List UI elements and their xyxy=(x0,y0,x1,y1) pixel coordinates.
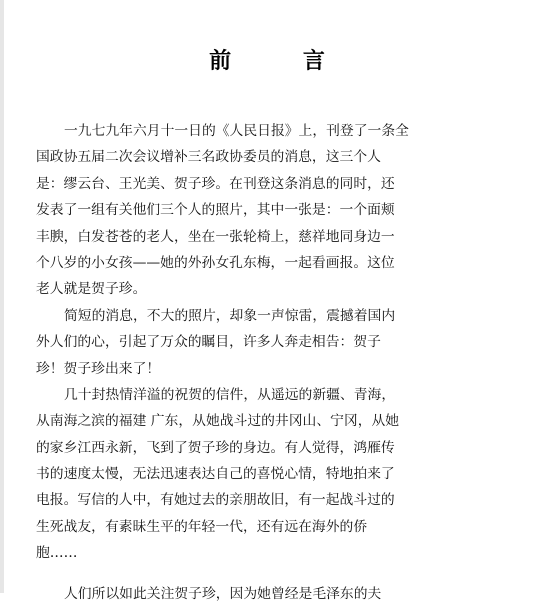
paragraph-3-line-7: 胞…… xyxy=(36,545,78,562)
paragraph-1-line-6: 个八岁的小女孩——她的外孙女孔东梅，一起看画报。这位 xyxy=(36,254,395,271)
paragraph-4-line-1: 人们所以如此关注贺子珍，因为她曾经是毛泽东的夫 xyxy=(64,585,382,602)
paragraph-1-line-2: 国政协五届二次会议增补三名政协委员的消息，这三个人 xyxy=(36,149,381,166)
paragraph-2-line-1: 简短的消息，不大的照片，却象一声惊雷，震撼着国内 xyxy=(64,307,396,324)
page-edge-shadow xyxy=(0,0,4,593)
paragraph-3-line-1: 几十封热情洋溢的祝贺的信件，从遥远的新疆、青海， xyxy=(64,386,396,403)
paragraph-gap xyxy=(36,567,498,581)
body-text xyxy=(36,118,498,607)
paragraph-1-line-5: 丰腴，白发苍苍的老人，坐在一张轮椅上，慈祥地同身边一 xyxy=(36,228,395,245)
page-title: 前 言 xyxy=(209,49,357,74)
paragraph-3-line-6: 生死战友，有素昧生平的年轻一代，还有远在海外的侨 xyxy=(36,518,368,535)
paragraph-1-line-7: 老人就是贺子珍。 xyxy=(36,281,147,298)
paragraph-2-line-2: 外人们的心，引起了万众的瞩目，许多人奔走相告：贺子 xyxy=(36,334,381,351)
paragraph-3-line-5: 电报。写信的人中，有她过去的亲朋故旧，有一起战斗过的 xyxy=(36,492,395,509)
paragraph-3-line-2: 从南海之滨的福建 广东，从她战斗过的井冈山、宁冈，从她 xyxy=(36,413,400,430)
paragraph-3-line-3: 的家乡江西永新，飞到了贺子珍的身边。有人觉得，鸿雁传 xyxy=(36,439,395,456)
paragraph-1-line-1: 一九七九年六月十一日的《人民日报》上，刊登了一条全 xyxy=(64,123,409,139)
paragraph-1-line-3: 是：缪云台、王光美、贺子珍。在刊登这条消息的同时，还 xyxy=(36,175,395,192)
paragraph-1-line-4: 发表了一组有关他们三个人的照片，其中一张是：一个面颊 xyxy=(36,202,395,219)
paragraph-3-line-4: 书的速度太慢，无法迅速表达自己的喜悦心情，特地拍来了 xyxy=(36,466,395,483)
paragraph-2-line-3: 珍！贺子珍出来了！ xyxy=(36,360,161,377)
